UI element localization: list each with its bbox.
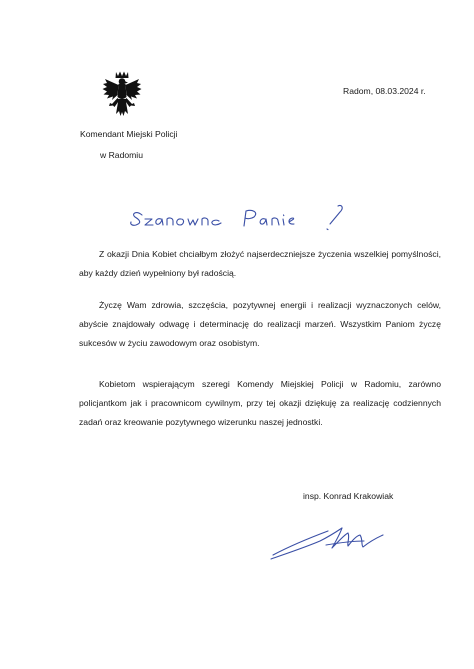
letter-paragraph: Kobietom wspierającym szeregi Komendy Miejskiej Policji w Radomiu, zarówno policjantkom jak i pracownicom cywilnym, przy tej okazji dziękuję za realizację codziennych zadań oraz kreowanie pozytywnego wizerunku naszej jednostki.	[79, 379, 441, 427]
sender-title: Komendant Miejski Policji	[80, 129, 178, 139]
letter-paragraph: Z okazji Dnia Kobiet chciałbym złożyć najserdeczniejsze życzenia wszelkiej pomyślności, aby każdy dzień wypełniony był radością.	[79, 249, 441, 278]
letter-paragraph: Życzę Wam zdrowia, szczęścia, pozytywnej energii i realizacji wyznaczonych celów, abyście znajdowały odwagę i determinację do realizacji marzeń. Wszystkim Paniom życzę sukcesów w życiu zawodowym oraz osobistym.	[79, 300, 441, 348]
handwritten-signature	[268, 519, 386, 563]
sender-location: w Radomiu	[100, 150, 143, 160]
letter-date: Radom, 08.03.2024 r.	[343, 86, 426, 96]
signer-name: insp. Konrad Krakowiak	[303, 491, 394, 501]
handwritten-salutation	[128, 202, 353, 234]
polish-eagle-emblem-icon	[101, 70, 143, 120]
